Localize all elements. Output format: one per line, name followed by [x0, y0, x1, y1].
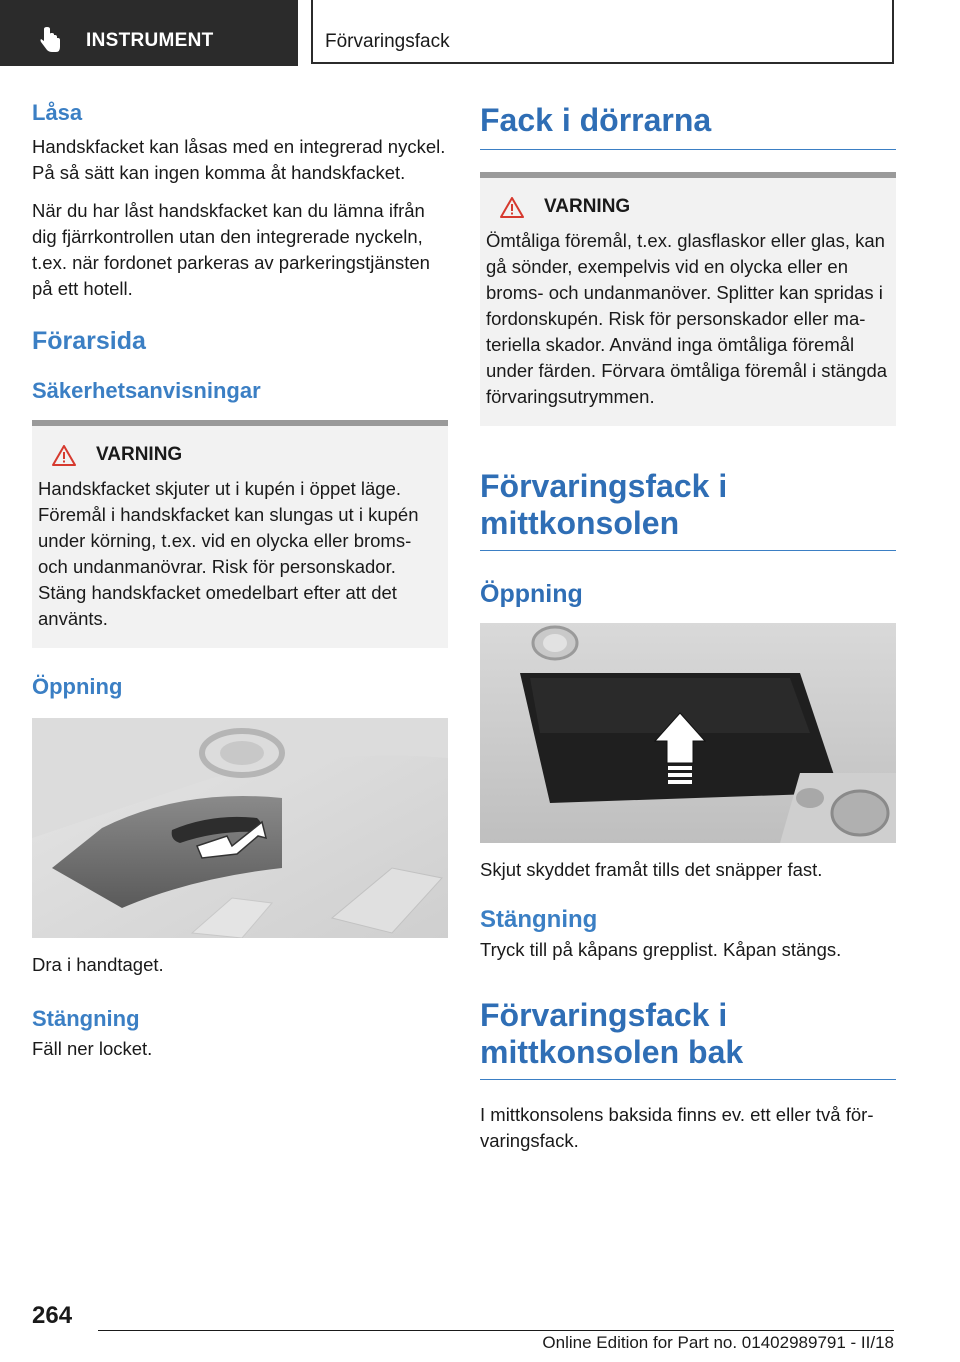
- heading-forvaringsfack-mittkonsolen-bak: Förvaringsfack i mittkonsolen bak: [480, 997, 744, 1070]
- heading-stangning: Stängning: [480, 906, 598, 933]
- image-caption: Skjut skyddet framåt tills det snäpper fast.: [480, 859, 823, 880]
- heading-lasa: Låsa: [32, 100, 83, 125]
- center-console-photo: [480, 623, 896, 843]
- heading-rule: [480, 1079, 896, 1080]
- warning-label: VARNING: [96, 444, 183, 465]
- page-number: 264: [32, 1302, 73, 1329]
- warning-box: [32, 420, 448, 648]
- paragraph: När du har låst handskfacket kan du lämna ifrån dig fjärrkontrollen utan den integrerade nyckeln, t.ex. när fordonet parkeras av parkeringstjänsten på ett hotell.: [32, 200, 430, 299]
- warning-header: [52, 444, 440, 466]
- warning-text: Ömtåliga föremål, t.ex. glasflaskor eller glas, kan gå sönder, exempelvis vid en olycka eller en broms- och undanmanöver. Splitter kan spridas i fordonskupén. Risk för personskador eller materiella skador. Använd inga ömtåliga föremål under färden. Förvara ömtåliga föremål i stängda förvaringsutrymmen.: [486, 230, 888, 407]
- warning-text: Handskfacket skjuter ut i kupén i öppet läge. Föremål i handskfacket kan slungas ut i kupén under körning, t.ex. vid en olycka eller broms- och undanmanövrar. Risk för personskador. Stäng handskfacket omedelbart efter att det använts.: [38, 478, 419, 629]
- warning-label: VARNING: [544, 196, 631, 217]
- paragraph: Tryck till på kåpans grepplist. Kåpan stängs.: [480, 939, 842, 960]
- section-tab: [0, 0, 298, 66]
- chapter-title: Förvaringsfack: [325, 31, 450, 52]
- heading-rule: [480, 149, 896, 150]
- chapter-tab: [311, 0, 894, 64]
- heading-fack-i-dorrarna: Fack i dörrarna: [480, 102, 712, 138]
- image-caption: Dra i handtaget.: [32, 954, 164, 975]
- right-column: [480, 100, 896, 1166]
- left-column: [32, 100, 448, 1074]
- footer-rule: [98, 1330, 894, 1331]
- pointing-hand-icon: [40, 27, 62, 53]
- warning-triangle-icon: [52, 445, 76, 466]
- section-title: INSTRUMENT: [86, 30, 214, 51]
- paragraph: Fäll ner locket.: [32, 1038, 153, 1059]
- heading-forarsida: Förarsida: [32, 327, 146, 355]
- heading-oppning: Öppning: [32, 674, 123, 699]
- edition-info: Online Edition for Part no. 01402989791 - II/18: [542, 1333, 894, 1352]
- warning-triangle-icon: [500, 197, 524, 218]
- warning-box: [480, 172, 896, 426]
- heading-sakerhetsanvisningar: Säkerhetsanvisningar: [32, 378, 261, 403]
- warning-header: [500, 196, 888, 218]
- heading-rule: [480, 550, 896, 551]
- glovebox-photo: [32, 718, 448, 938]
- paragraph: I mittkonsolens baksida finns ev. ett eller två förvaringsfack.: [480, 1104, 874, 1151]
- heading-stangning: Stängning: [32, 1006, 140, 1031]
- heading-oppning: Öppning: [480, 580, 583, 608]
- paragraph: Handskfacket kan låsas med en integrerad nyckel. På så sätt kan ingen komma åt handskfacket.: [32, 136, 446, 183]
- heading-forvaringsfack-mittkonsolen: Förvaringsfack i mittkonsolen: [480, 468, 728, 541]
